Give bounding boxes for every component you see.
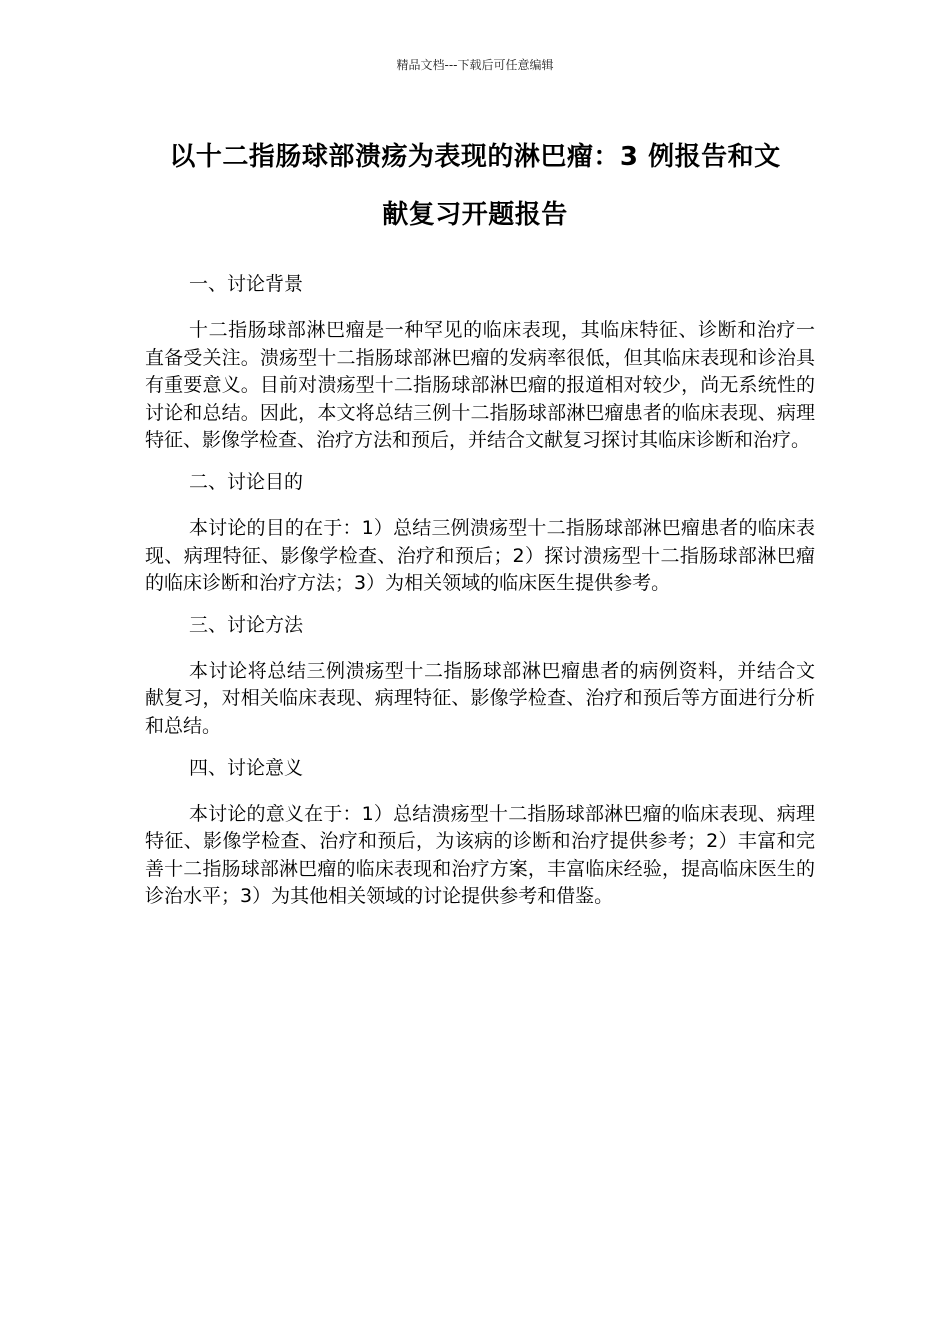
document-title-line-1: 以十二指肠球部溃疡为表现的淋巴瘤：3 例报告和文 [169, 142, 781, 172]
section-heading: 四、讨论意义 [189, 756, 304, 779]
section-paragraph: 本讨论的意义在于：1）总结溃疡型十二指肠球部淋巴瘤的临床表现、病理特征、影像学检查、治疗和预后，为该病的诊断和治疗提供参考；2）丰富和完善十二指肠球部淋巴瘤的临床表现和治疗方案，丰富临床经验，提高临床医生的诊治水平；3）为其他相关领域的讨论提供参考和借鉴。 [145, 802, 815, 908]
section-method [145, 612, 815, 741]
section-heading: 二、讨论目的 [189, 470, 304, 493]
page-header-note: 精品文档---下载后可任意编辑 [396, 58, 554, 72]
section-significance [145, 755, 815, 911]
document-body [145, 271, 815, 911]
section-purpose [145, 469, 815, 598]
section-paragraph: 十二指肠球部淋巴瘤是一种罕见的临床表现，其临床特征、诊断和治疗一直备受关注。溃疡型十二指肠球部淋巴瘤的发病率很低，但其临床表现和诊治具有重要意义。目前对溃疡型十二指肠球部淋巴瘤的报道相对较少，尚无系统性的讨论和总结。因此，本文将总结三例十二指肠球部淋巴瘤患者的临床表现、病理特征、影像学检查、治疗方法和预后，并结合文献复习探讨其临床诊断和治疗。 [145, 319, 815, 452]
section-heading: 一、讨论背景 [189, 273, 304, 295]
section-paragraph: 本讨论的目的在于：1）总结三例溃疡型十二指肠球部淋巴瘤患者的临床表现、病理特征、影像学检查、治疗和预后；2）探讨溃疡型十二指肠球部淋巴瘤的临床诊断和治疗方法；3）为相关领域的临床医生提供参考。 [145, 516, 815, 595]
section-heading: 三、讨论方法 [189, 613, 304, 636]
section-background [145, 271, 815, 455]
section-paragraph: 本讨论将总结三例溃疡型十二指肠球部淋巴瘤患者的病例资料，并结合文献复习，对相关临床表现、病理特征、影像学检查、治疗和预后等方面进行分析和总结。 [145, 659, 815, 737]
document-title-line-2: 献复习开题报告 [382, 200, 568, 230]
